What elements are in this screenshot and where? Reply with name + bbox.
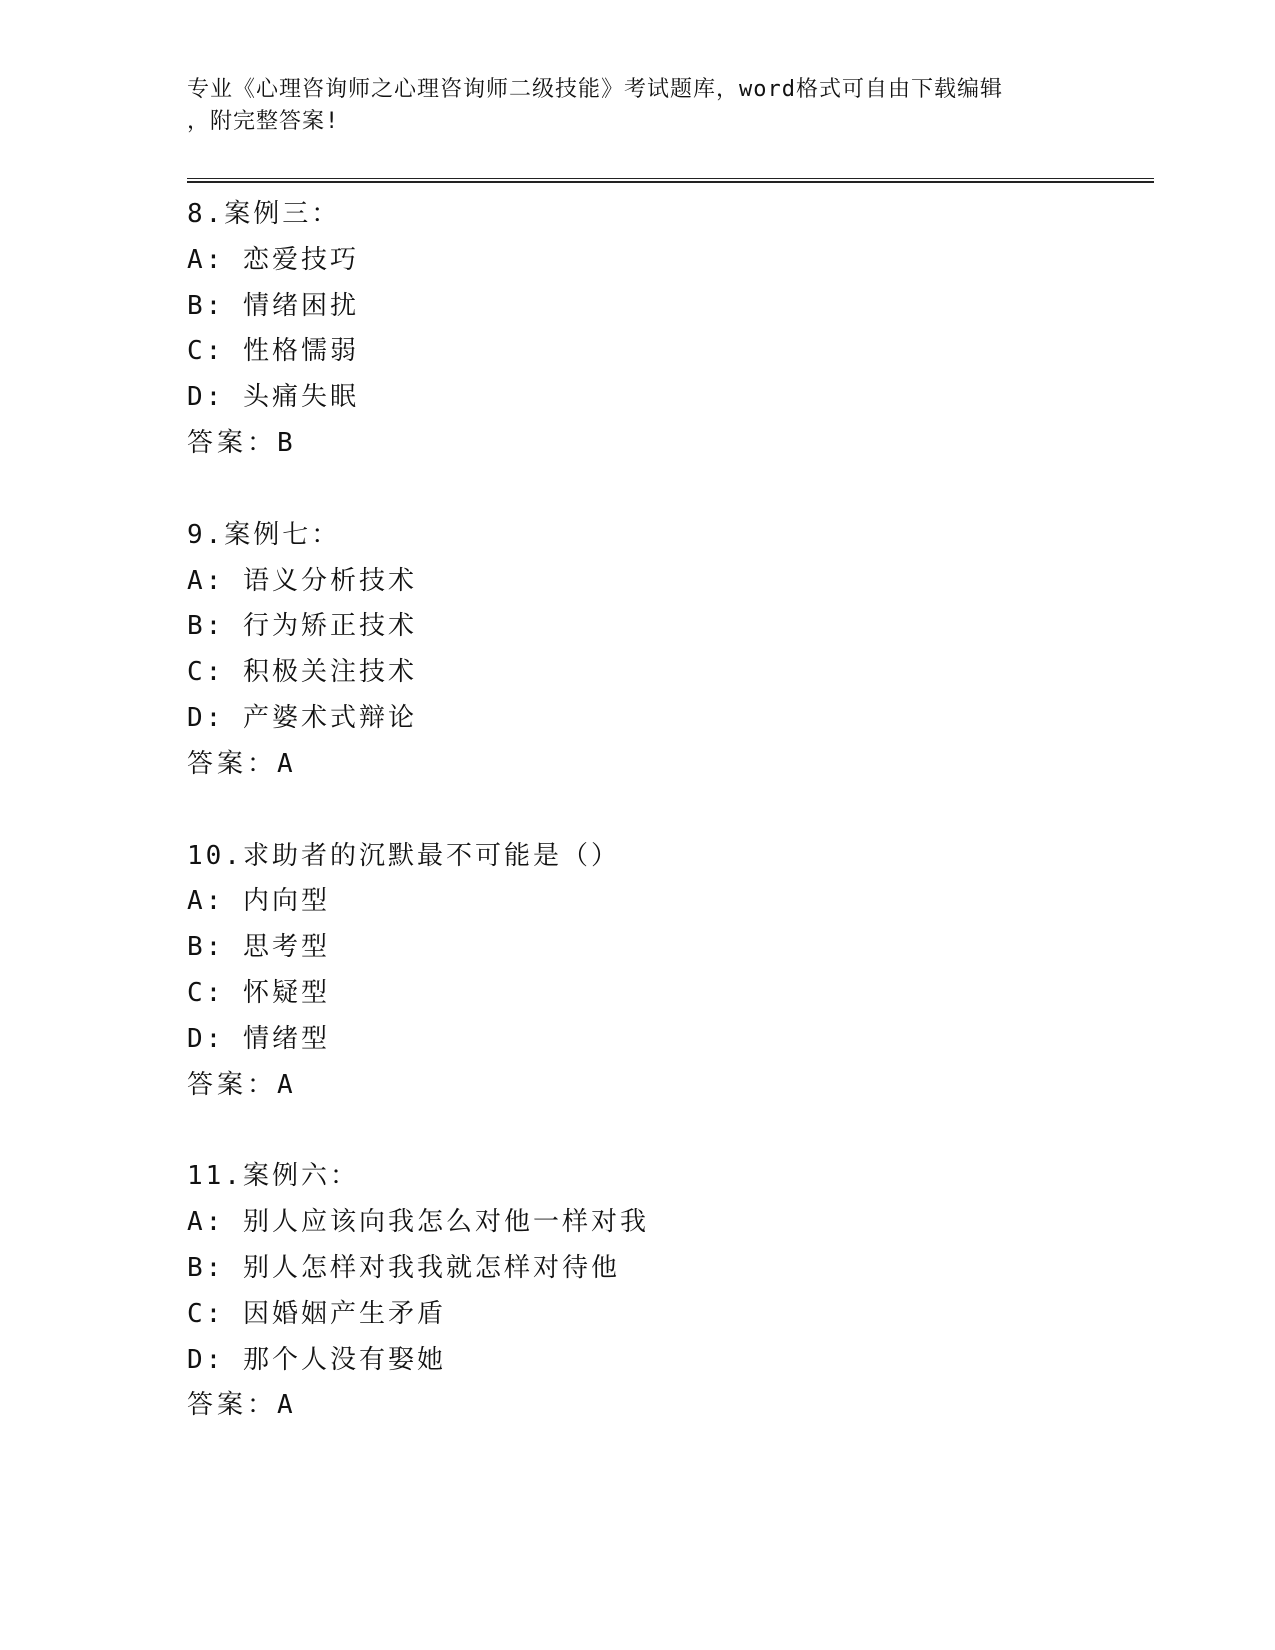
answer-label: 答案： <box>187 427 278 458</box>
option-c: C: 积极关注技术 <box>187 657 417 688</box>
option-c: C: 性格懦弱 <box>187 336 359 367</box>
question-9 <box>187 513 1147 788</box>
question-title: 11.案例六： <box>187 1161 359 1192</box>
answer-value: A <box>277 748 293 779</box>
option-a: A: 内向型 <box>187 886 330 917</box>
option-d: D: 那个人没有娶她 <box>187 1344 446 1375</box>
option-c: C: 因婚姻产生矛盾 <box>187 1298 446 1329</box>
option-b: B: 别人怎样对我我就怎样对待他 <box>187 1252 620 1283</box>
answer-value: A <box>277 1390 293 1421</box>
header-line-2: ，附完整答案! <box>187 109 340 134</box>
option-d: D: 产婆术式辩论 <box>187 702 417 733</box>
header-line-1: 专业《心理咨询师之心理咨询师二级技能》考试题库，word格式可自由下载编辑 <box>187 77 1003 102</box>
answer-value: B <box>277 427 293 458</box>
question-list <box>187 192 1147 1475</box>
option-b: B: 行为矫正技术 <box>187 611 417 642</box>
option-a: A: 恋爱技巧 <box>187 244 359 275</box>
question-8 <box>187 192 1147 467</box>
question-title: 9.案例七： <box>187 519 341 550</box>
header-divider <box>187 178 1154 183</box>
question-11 <box>187 1154 1147 1429</box>
document-header <box>187 74 1077 138</box>
option-b: B: 思考型 <box>187 932 330 963</box>
option-a: A: 别人应该向我怎么对他一样对我 <box>187 1207 649 1238</box>
answer-line <box>187 742 1147 788</box>
option-c: C: 怀疑型 <box>187 977 330 1008</box>
option-a: A: 语义分析技术 <box>187 565 417 596</box>
option-b: B: 情绪困扰 <box>187 290 359 321</box>
answer-label: 答案： <box>187 1069 278 1100</box>
option-d: D: 头痛失眠 <box>187 382 359 413</box>
answer-line <box>187 1383 1147 1429</box>
answer-line <box>187 421 1147 467</box>
question-10 <box>187 834 1147 1109</box>
answer-label: 答案： <box>187 748 278 779</box>
answer-value: A <box>277 1069 293 1100</box>
option-d: D: 情绪型 <box>187 1023 330 1054</box>
answer-label: 答案： <box>187 1390 278 1421</box>
question-title: 8.案例三： <box>187 199 341 229</box>
answer-line <box>187 1063 1147 1109</box>
question-title: 10.求助者的沉默最不可能是（） <box>187 840 620 871</box>
